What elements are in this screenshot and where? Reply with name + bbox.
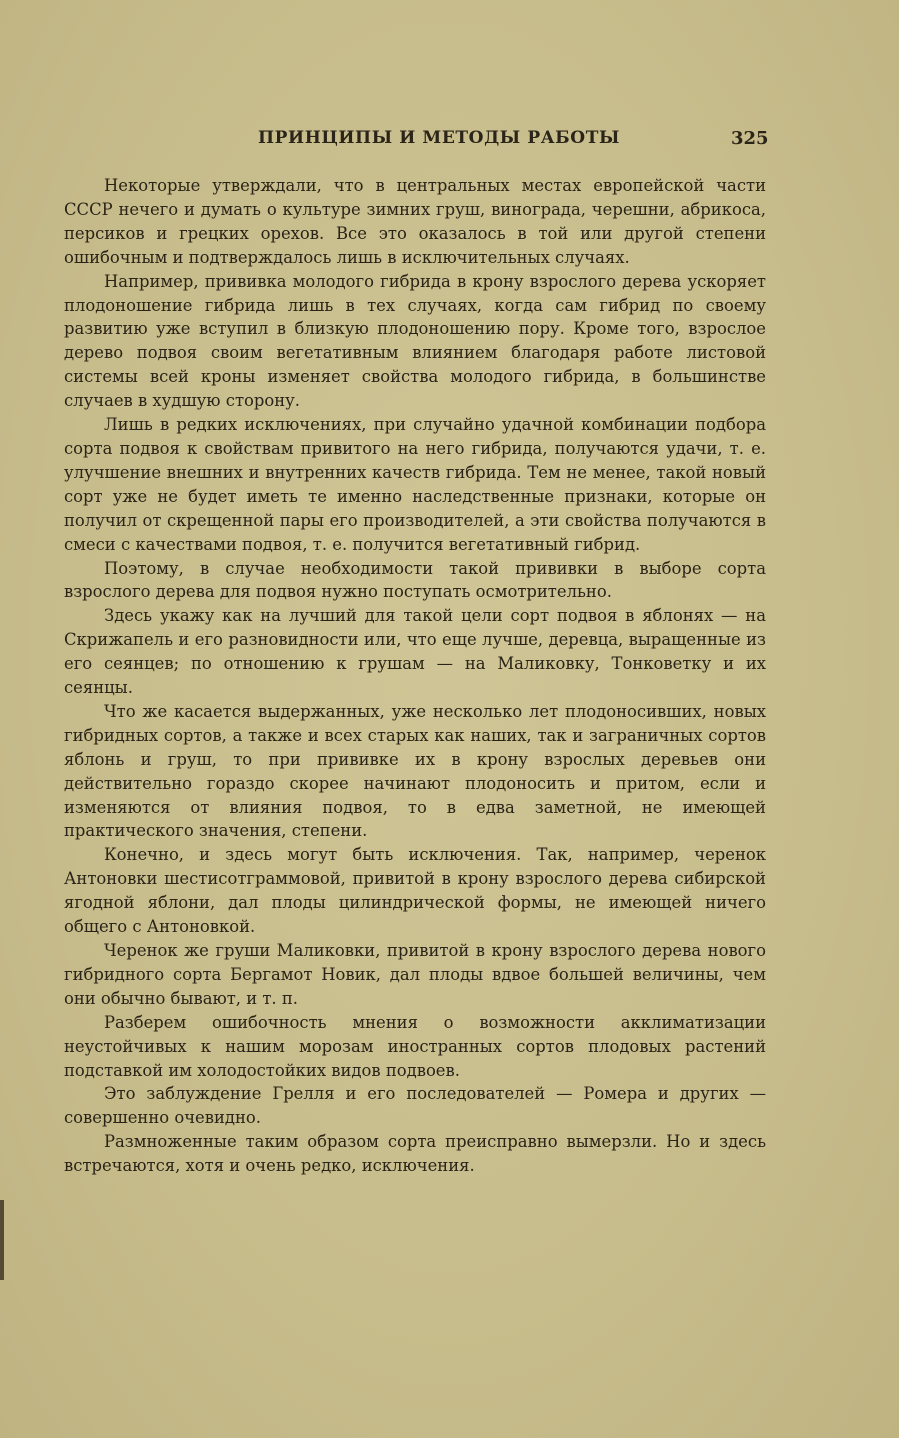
paragraph: Что же касается выдержанных, уже несколько лет плодоносивших, новых гибридных сортов, а также и всех старых как наших, так и заграничных сортов яблонь и груш, то при прививке их в крону взрослых деревьев они действительно гораздо скорее начинают плодоносить и притом, если и изменяются от влияния подвоя, то в едва заметной, не имеющей практического значения, степени. (64, 701, 766, 841)
paragraph: Разберем ошибочность мнения о возможности акклиматизации неустойчивых к нашим морозам иностранных сортов плодовых растений подставкой им холодостойких видов подвоев. (64, 1012, 766, 1080)
paragraph: Поэтому, в случае необходимости такой прививки в выборе сорта взрослого дерева для подвоя нужно поступать осмотрительно. (64, 558, 766, 602)
running-title: ПРИНЦИПЫ И МЕТОДЫ РАБОТЫ (258, 128, 620, 148)
page-edge-shadow (0, 1200, 4, 1280)
body-text (64, 174, 766, 1178)
paragraph: Черенок же груши Маликовки, привитой в крону взрослого дерева нового гибридного сорта Бергамот Новик, дал плоды вдвое большей величины, чем они обычно бывают, и т. п. (64, 941, 766, 1008)
page-number: 325 (731, 128, 769, 149)
paragraph: Это заблуждение Грелля и его последователей — Ромера и других — совершенно очевидно. (64, 1084, 766, 1128)
paragraph: Лишь в редких исключениях, при случайно удачной комбинации подбора сорта подвоя к свойствам привитого на него гибрида, получаются удачи, т. е. улучшение внешних и внутренних качеств гибрида. Тем не менее, такой новый сорт уже не будет иметь те именно наследственные признаки, которые он получил от скрещенной пары его производителей, а эти свойства получаются в смеси с качествами подвоя, т. е. получится вегетативный гибрид. (64, 415, 766, 554)
paragraph: Конечно, и здесь могут быть исключения. Так, например, черенок Антоновки шестисотграммовой, привитой в крону взрослого дерева сибирской ягодной яблони, дал плоды цилиндрической формы, не имеющей ничего общего с Антоновкой. (64, 845, 766, 937)
paragraph: Некоторые утверждали, что в центральных местах европейской части СССР нечего и думать о культуре зимних груш, винограда, черешни, абрикоса, персиков и грецких орехов. Все это оказалось в той или другой степени ошибочным и подтверждалось лишь в исключительных случаях. (64, 176, 766, 267)
paragraph: Например, прививка молодого гибрида в крону взрослого дерева ускоряет плодоношение гибрида лишь в тех случаях, когда сам гибрид по своему развитию уже вступил в близкую плодоношению пору. Кроме того, взрослое дерево подвоя своим вегетативным влиянием благодаря работе листовой системы всей кроны изменяет свойства молодого гибрида, в большинстве случаев в худшую сторону. (64, 271, 766, 411)
paragraph: Здесь укажу как на лучший для такой цели сорт подвоя в яблонях — на Скрижапель и его разновидности или, что еще лучше, деревца, выращенные из его сеянцев; по отношению к грушам — на Маликовку, Тонковетку и их сеянцы. (64, 606, 766, 698)
running-head (0, 128, 899, 158)
paragraph: Размноженные таким образом сорта преисправно вымерзли. Но и здесь встречаются, хотя и очень редко, исключения. (64, 1132, 766, 1176)
